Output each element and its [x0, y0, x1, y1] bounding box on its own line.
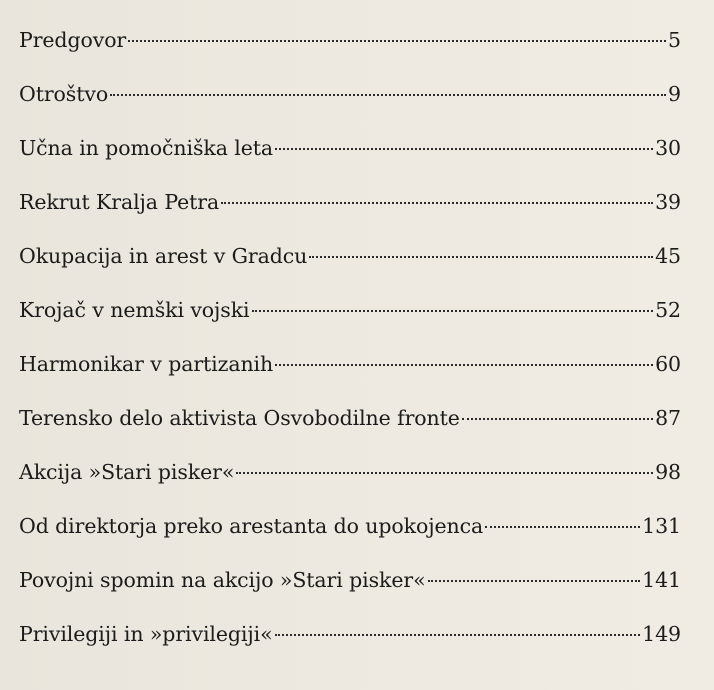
toc-entry	[19, 514, 681, 568]
dot-leader	[221, 202, 653, 204]
toc-entry-page: 149	[642, 622, 681, 646]
toc-entry	[19, 298, 681, 352]
toc-entry	[19, 136, 681, 190]
dot-leader	[462, 418, 653, 420]
dot-leader	[236, 472, 653, 474]
toc-entry	[19, 568, 681, 622]
toc-entry-page: 98	[655, 460, 681, 484]
dot-leader	[275, 148, 653, 150]
toc-entry-title: Harmonikar v partizanih	[19, 352, 274, 376]
toc-entry-page: 45	[655, 244, 681, 268]
dot-leader	[275, 634, 641, 636]
dot-leader	[275, 364, 653, 366]
toc-entry-title: Rekrut Kralja Petra	[19, 190, 220, 214]
dot-leader	[309, 256, 653, 258]
toc-entry	[19, 352, 681, 406]
toc-entry	[19, 82, 681, 136]
toc-entry-page: 9	[668, 82, 681, 106]
dot-leader	[110, 94, 666, 96]
toc-entry	[19, 28, 681, 82]
toc-entry-title: Učna in pomočniška leta	[19, 136, 273, 160]
toc-entry-title: Predgovor	[19, 28, 127, 52]
toc-entry-page: 141	[642, 568, 681, 592]
toc-entry-page: 30	[655, 136, 681, 160]
toc-entry-page: 5	[668, 28, 681, 52]
toc-entry	[19, 244, 681, 298]
toc-entry	[19, 622, 681, 676]
toc-entry-page: 87	[655, 406, 681, 430]
toc-entry-title: Privilegiji in »privilegiji«	[19, 622, 273, 646]
toc-entry	[19, 406, 681, 460]
toc-entry-title: Povojni spomin na akcijo »Stari pisker«	[19, 568, 426, 592]
dot-leader	[128, 40, 666, 42]
toc-entry	[19, 190, 681, 244]
dot-leader	[252, 310, 654, 312]
table-of-contents	[19, 28, 681, 676]
toc-entry-title: Akcija »Stari pisker«	[19, 460, 235, 484]
toc-entry-title: Otroštvo	[19, 82, 109, 106]
toc-entry-title: Okupacija in arest v Gradcu	[19, 244, 308, 268]
toc-entry-page: 52	[655, 298, 681, 322]
toc-entry-page: 131	[642, 514, 681, 538]
toc-entry-page: 39	[655, 190, 681, 214]
toc-entry-title: Krojač v nemški vojski	[19, 298, 250, 322]
toc-entry-page: 60	[655, 352, 681, 376]
dot-leader	[485, 526, 640, 528]
toc-entry-title: Od direktorja preko arestanta do upokojenca	[19, 514, 484, 538]
dot-leader	[428, 580, 641, 582]
toc-entry-title: Terensko delo aktivista Osvobodilne fronte	[19, 406, 460, 430]
toc-entry	[19, 460, 681, 514]
